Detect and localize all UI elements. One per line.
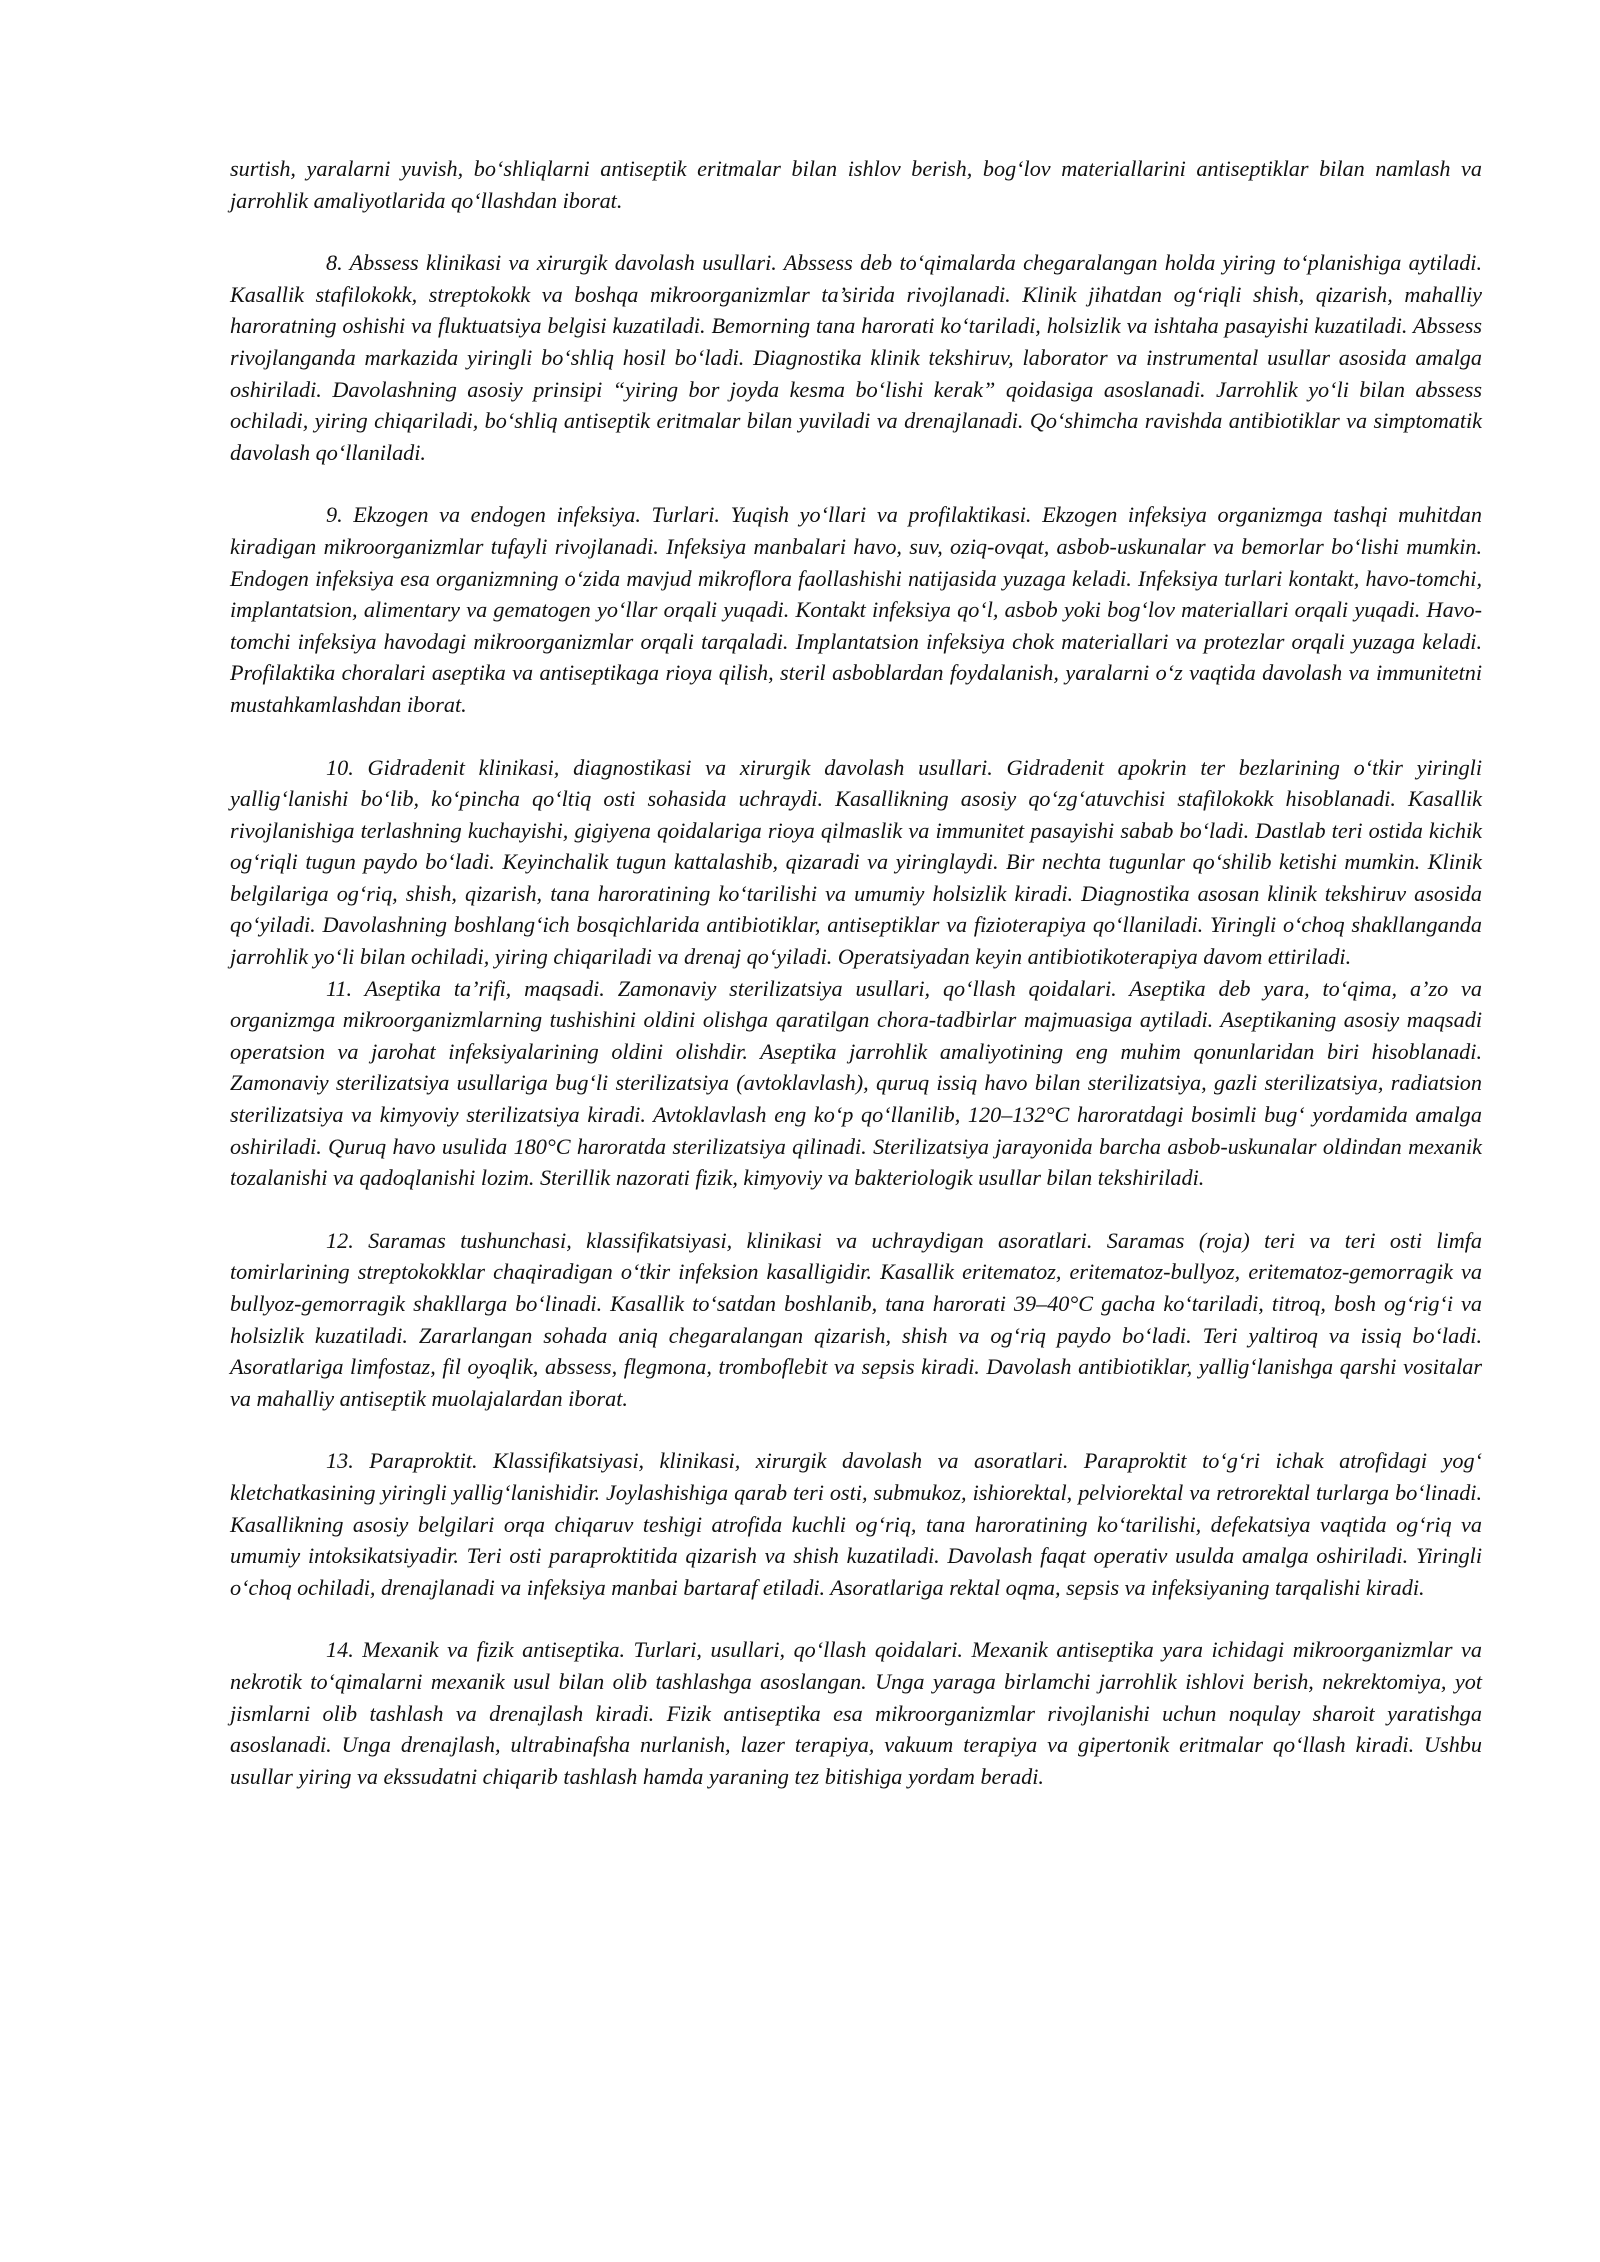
paragraph-abscess: 8. Abssess klinikasi va xirurgik davolash usullari. Abssess deb to‘qimalarda chegaralangan holda yiring to‘planishiga aytiladi. Kasallik stafilokokk, streptokokk va boshqa mikroorganizmlar ta’sirida rivojlanadi. Klinik jihatdan og‘riqli shish, qizarish, mahalliy haroratning oshishi va fluktuatsiya belgisi kuzatiladi. Bemorning tana harorati ko‘tariladi, holsizlik va ishtaha pasayishi kuzatiladi. Abssess rivojlanganda markazida yiringli bo‘shliq hosil bo‘ladi. Diagnostika klinik tekshiruv, laborator va instrumental usullar asosida amalga oshiriladi. Davolashning asosiy prinsipi “yiring bor joyda kesma bo‘lishi kerak” qoidasiga asoslanadi. Jarrohlik yo‘li bilan abssess ochiladi, yiring chiqariladi, bo‘shliq antiseptik eritmalar bilan yuviladi va drenajlanadi. Qo‘shimcha ravishda antibiotiklar va simptomatik davolash qo‘llaniladi.	[230, 250, 1482, 465]
paragraph-paraproctitis: 13. Paraproktit. Klassifikatsiyasi, klinikasi, xirurgik davolash va asoratlari. Paraproktit to‘g‘ri ichak atrofidagi yog‘ kletchatkasining yiringli yallig‘lanishidir. Joylashishiga qarab teri osti, submukoz, ishiorektal, pelviorektal va retrorektal turlarga bo‘linadi. Kasallikning asosiy belgilari orqa chiqaruv teshigi atrofida kuchli og‘riq, tana haroratining ko‘tarilishi, defekatsiya vaqtida og‘riq va umumiy intoksikatsiyadir. Teri osti paraproktitida qizarish va shish kuzatiladi. Davolash faqat operativ usulda amalga oshiriladi. Yiringli o‘choq ochiladi, drenajlanadi va infeksiya manbai bartaraf etiladi. Asoratlariga rektal oqma, sepsis va infeksiyaning tarqalishi kiradi.	[230, 1448, 1482, 1600]
paragraph-asepsis: 11. Aseptika ta’rifi, maqsadi. Zamonaviy sterilizatsiya usullari, qo‘llash qoidalari. Aseptika deb yara, to‘qima, a’zo va organizmga mikroorganizmlarning tushishini oldini olishga qaratilgan chora-tadbirlar majmuasiga aytiladi. Aseptikaning asosiy maqsadi operatsion va jarohat infeksiyalarining oldini olishdir. Aseptika jarrohlik amaliyotining eng muhim qonunlaridan biri hisoblanadi. Zamonaviy sterilizatsiya usullariga bug‘li sterilizatsiya (avtoklavlash), quruq issiq havo bilan sterilizatsiya, gazli sterilizatsiya, radiatsion sterilizatsiya va kimyoviy sterilizatsiya kiradi. Avtoklavlash eng ko‘p qo‘llanilib, 120–132°C haroratdagi bosimli bug‘ yordamida amalga oshiriladi. Quruq havo usulida 180°C haroratda sterilizatsiya qilinadi. Sterilizatsiya jarayonida barcha asbob-uskunalar oldindan mexanik tozalanishi va qadoqlanishi lozim. Sterillik nazorati fizik, kimyoviy va bakteriologik usullar bilan tekshiriladi.	[230, 975, 1482, 1191]
paragraph-hidradenitis: 10. Gidradenit klinikasi, diagnostikasi va xirurgik davolash usullari. Gidradenit apokrin ter bezlarining o‘tkir yiringli yallig‘lanishi bo‘lib, ko‘pincha qo‘ltiq osti sohasida uchraydi. Kasallikning asosiy qo‘zg‘atuvchisi stafilokokk hisoblanadi. Kasallik rivojlanishiga terlashning kuchayishi, gigiyena qoidalariga rioya qilmaslik va immunitet pasayishi sabab bo‘ladi. Dastlab teri ostida kichik og‘riqli tugun paydo bo‘ladi. Keyinchalik tugun kattalashib, qizaradi va yiringlaydi. Bir nechta tugunlar qo‘shilib ketishi mumkin. Klinik belgilariga og‘riq, shish, qizarish, tana haroratining ko‘tarilishi va umumiy holsizlik kiradi. Diagnostika asosan klinik tekshiruv asosida qo‘yiladi. Davolashning boshlang‘ich bosqichlarida antibiotiklar, antiseptiklar va fizioterapiya qo‘llaniladi. Yiringli o‘choq shakllanganda jarrohlik yo‘li bilan ochiladi, yiring chiqariladi va drenaj qo‘yiladi. Operatsiyadan keyin antibiotikoterapiya davom ettiriladi.	[230, 754, 1482, 970]
paragraph-antiseptics: 14. Mexanik va fizik antiseptika. Turlari, usullari, qo‘llash qoidalari. Mexanik antiseptika yara ichidagi mikroorganizmlar va nekrotik to‘qimalarni mexanik usul bilan olib tashlashga asoslangan. Unga yaraga birlamchi jarrohlik ishlovi berish, nekrektomiya, yot jismlarni olib tashlash va drenajlash kiradi. Fizik antiseptika esa mikroorganizmlar rivojlanishi uchun noqulay sharoit yaratishga asoslanadi. Unga drenajlash, ultrabinafsha nurlanish, lazer terapiya, vakuum terapiya va gipertonik eritmalar qo‘llash kiradi. Ushbu usullar yiring va ekssudatni chiqarib tashlash hamda yaraning tez bitishiga yordam beradi.	[230, 1637, 1482, 1789]
paragraph-erysipelas: 12. Saramas tushunchasi, klassifikatsiyasi, klinikasi va uchraydigan asoratlari. Saramas (roja) teri va teri osti limfa tomirlarining streptokokklar chaqiradigan o‘tkir infeksion kasalligidir. Kasallik eritematoz, eritematoz-bullyoz, eritematoz-gemorragik va bullyoz-gemorragik shakllarga bo‘linadi. Kasallik to‘satdan boshlanib, tana harorati 39–40°C gacha ko‘tariladi, titroq, bosh og‘rig‘i va holsizlik kuzatiladi. Zararlangan sohada aniq chegaralangan qizarish, shish va og‘riq paydo bo‘ladi. Teri yaltiroq va issiq bo‘ladi. Asoratlariga limfostaz, fil oyoqlik, abssess, flegmona, tromboflebit va sepsis kiradi. Davolash antibiotiklar, yallig‘lanishga qarshi vositalar va mahalliy antiseptik muolajalardan iborat.	[230, 1227, 1482, 1411]
paragraph-infection: 9. Ekzogen va endogen infeksiya. Turlari. Yuqish yo‘llari va profilaktikasi. Ekzogen infeksiya organizmga tashqi muhitdan kiradigan mikroorganizmlar tufayli rivojlanadi. Infeksiya manbalari havo, suv, oziq-ovqat, asbob-uskunalar va bemorlar bo‘lishi mumkin. Endogen infeksiya esa organizmning o‘zida mavjud mikroflora faollashishi natijasida yuzaga keladi. Infeksiya turlari kontakt, havo-tomchi, implantatsion, alimentary va gematogen yo‘llar orqali yuqadi. Kontakt infeksiya qo‘l, asbob yoki bog‘lov materiallari orqali yuqadi. Havo-tomchi infeksiya havodagi mikroorganizmlar orqali tarqaladi. Implantatsion infeksiya chok materiallari va protezlar orqali yuzaga keladi. Profilaktika choralari aseptika va antiseptikaga rioya qilish, steril asboblardan foydalanish, yaralarni o‘z vaqtida davolash va immunitetni mustahkamlashdan iborat.	[230, 502, 1482, 717]
document-page	[230, 153, 1482, 1792]
paragraph-continuation: surtish, yaralarni yuvish, bo‘shliqlarni antiseptik eritmalar bilan ishlov berish, bog‘lov materiallarini antiseptiklar bilan namlash va jarrohlik amaliyotlarida qo‘llashdan iborat.	[230, 156, 1482, 213]
